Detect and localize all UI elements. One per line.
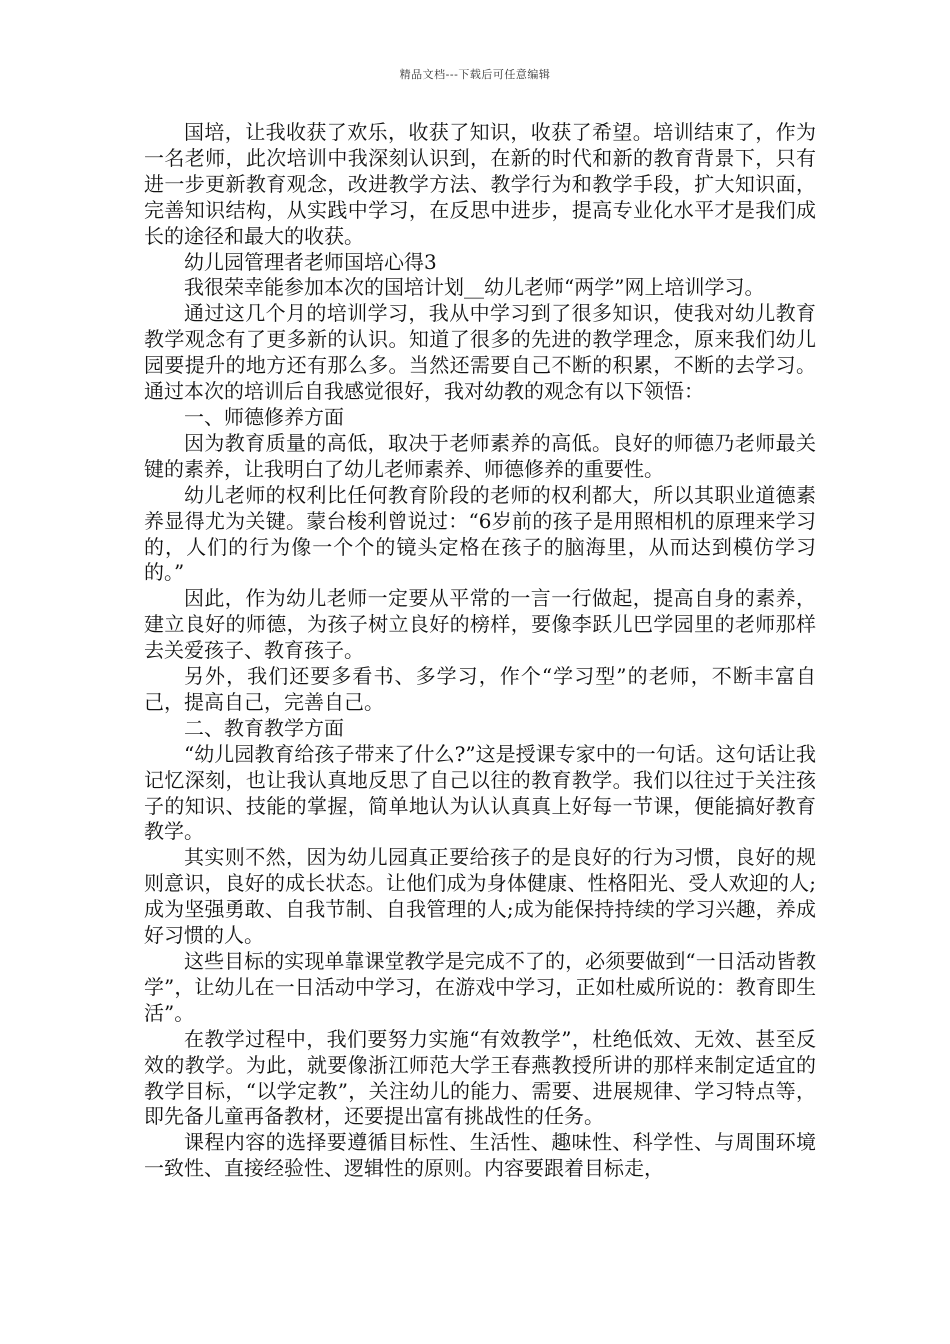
section-heading: 一、师德修养方面 — [184, 404, 344, 429]
page-header: 精品文档---下载后可任意编辑 — [399, 68, 551, 81]
paragraph: 因此，作为幼儿老师一定要从平常的一言一行做起，提高自身的素养，建立良好的师德，为孩子树立良好的榜样，要像李跃儿巴学园里的老师那样去关爱孩子、教育孩子。 — [144, 586, 816, 663]
paragraph: 我很荣幸能参加本次的国培计划__幼儿老师“两学”网上培训学习。 — [184, 275, 765, 300]
paragraph: 课程内容的选择要遵循目标性、生活性、趣味性、科学性、与周围环境一致性、直接经验性、逻辑性的原则。内容要跟着目标走， — [144, 1130, 816, 1181]
paragraph: 这些目标的实现单靠课堂教学是完成不了的，必须要做到“一日活动皆教学”，让幼儿在一日活动中学习，在游戏中学习，正如杜威所说的：教育即生活”。 — [144, 949, 816, 1025]
paragraph: 通过这几个月的培训学习，我从中学习到了很多知识，使我对幼儿教育教学观念有了更多新的认识。知道了很多的先进的教学理念，原来我们幼儿园要提升的地方还有那么多。当然还需要自己不断的积累，不断的去学习。通过本次的培训后自我感觉很好，我对幼教的观念有以下领悟： — [144, 301, 816, 404]
paragraph: 因为教育质量的高低，取决于老师素养的高低。良好的师德乃老师最关键的素养，让我明白了幼儿老师素养、师德修养的重要性。 — [144, 430, 816, 481]
paragraph: “幼儿园教育给孩子带来了什么?”这是授课专家中的一句话。这句话让我记忆深刻，也让我认真地反思了自己以往的教育教学。我们以往过于关注孩子的知识、技能的掌握，简单地认为认认真真上好每一节课，便能搞好教育教学。 — [144, 741, 816, 844]
paragraph: 在教学过程中，我们要努力实施“有效教学”，杜绝低效、无效、甚至反效的教学。为此，就要像浙江师范大学王春燕教授所讲的那样来制定适宜的教学目标，“以学定教”，关注幼儿的能力、需要、进展规律、学习特点等，即先备儿童再备教材，还要提出富有挑战性的任务。 — [144, 1026, 816, 1129]
paragraph: 国培，让我收获了欢乐，收获了知识，收获了希望。培训结束了，作为一名老师，此次培训中我深刻认识到，在新的时代和新的教育背景下，只有进一步更新教育观念，改进教学方法、教学行为和教学手段，扩大知识面，完善知识结构，从实践中学习，在反思中进步，提高专业化水平才是我们成长的途径和最大的收获。 — [144, 120, 816, 248]
section-title: 幼儿园管理者老师国培心得3 — [184, 249, 437, 274]
paragraph: 幼儿老师的权利比任何教育阶段的老师的权利都大，所以其职业道德素养显得尤为关键。蒙台梭利曾说过：“6岁前的孩子是用照相机的原理来学习的，人们的行为像一个个的镜头定格在孩子的脑海里，从而达到模仿学习的。” — [144, 482, 816, 585]
document-body — [144, 120, 816, 1182]
paragraph: 另外，我们还要多看书、多学习，作个“学习型”的老师，不断丰富自己，提高自己，完善自己。 — [144, 664, 816, 714]
paragraph: 其实则不然，因为幼儿园真正要给孩子的是良好的行为习惯，良好的规则意识，良好的成长状态。让他们成为身体健康、性格阳光、受人欢迎的人;成为坚强勇敢、自我节制、自我管理的人;成为能保持持续的学习兴趣，养成好习惯的人。 — [144, 845, 816, 948]
section-heading: 二、教育教学方面 — [184, 715, 344, 740]
